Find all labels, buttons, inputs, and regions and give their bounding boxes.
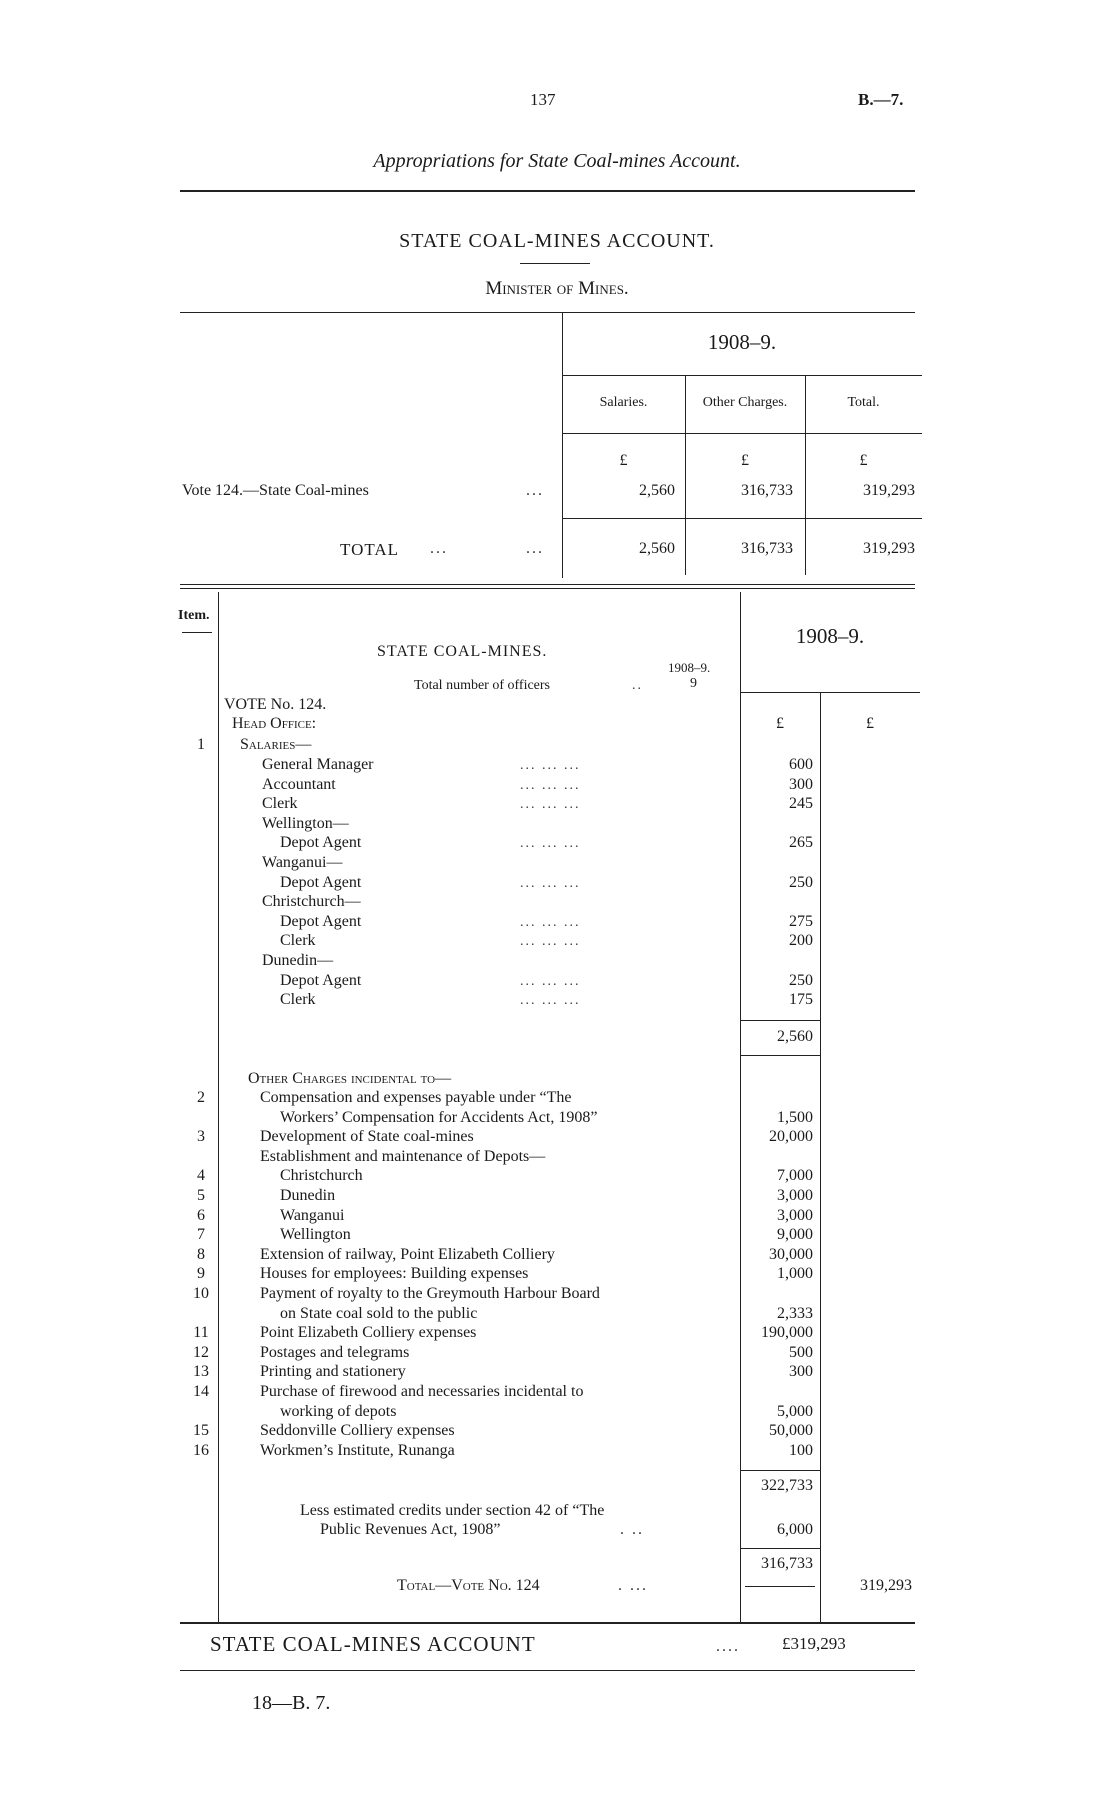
page-number: 137 <box>530 90 556 109</box>
total-column-rule <box>820 692 821 1622</box>
year-big: 1908–9. <box>795 624 865 648</box>
item-number: 4 <box>197 1167 205 1185</box>
officers-count: 9 <box>690 676 697 691</box>
total-other: 316,733 <box>741 540 793 557</box>
col-total: Total. <box>847 395 880 410</box>
salaries-subtotal: 2,560 <box>777 1028 813 1045</box>
other-net-rule <box>740 1548 820 1549</box>
item-number: 10 <box>193 1285 209 1302</box>
item-number: 11 <box>193 1324 209 1342</box>
item-header-rule <box>182 632 212 633</box>
salary-label: General Manager <box>262 756 374 773</box>
salary-amount: 300 <box>789 775 813 793</box>
leader-dots: ... ... ... <box>520 797 581 813</box>
charge-amount: 300 <box>789 1363 813 1381</box>
summary-bottom-rule-1 <box>180 584 915 585</box>
charge-amount: 3,000 <box>777 1187 813 1204</box>
vote-total-rule <box>745 1586 815 1587</box>
salary-label: Depot Agent <box>280 873 362 891</box>
header-rule <box>180 190 915 192</box>
officers-label: Total number of officers <box>414 678 550 693</box>
item-column-rule <box>218 592 219 1622</box>
vote-total-label: Total—Vote No. 124 <box>397 1577 540 1594</box>
salary-label: Wanganui— <box>262 854 343 871</box>
item-number: 12 <box>193 1343 209 1361</box>
charge-label: Wellington <box>280 1226 351 1244</box>
charge-amount: 500 <box>789 1343 813 1361</box>
salaries-subtotal-rule <box>740 1020 820 1021</box>
title-rule <box>520 263 590 264</box>
other-charges-label: Other Charges incidental to— <box>248 1070 452 1087</box>
salary-amount: 175 <box>789 991 813 1009</box>
salary-label: Clerk <box>280 932 316 950</box>
footer-account-total: £319,293 <box>782 1634 846 1653</box>
charge-amount: 20,000 <box>769 1128 813 1146</box>
salary-label: Depot Agent <box>280 971 362 989</box>
salaries-label: Salaries— <box>240 736 312 753</box>
salary-label: Depot Agent <box>280 912 362 930</box>
charge-label: Christchurch <box>280 1167 363 1185</box>
salary-amount: 275 <box>789 912 813 930</box>
salary-amount: 200 <box>789 932 813 950</box>
charge-label: Printing and stationery <box>260 1363 406 1381</box>
charge-amount: 2,333 <box>777 1304 813 1322</box>
leader-dots: ... ... ... <box>520 875 581 891</box>
leader-dots: .... <box>716 1638 740 1655</box>
vote-total-amount: 319,293 <box>860 1577 912 1594</box>
footer-account-label: STATE COAL-MINES ACCOUNT <box>210 1632 536 1656</box>
item-number: 9 <box>197 1265 205 1283</box>
account-title: STATE COAL-MINES ACCOUNT. <box>399 230 715 252</box>
charge-label: Houses for employees: Building expenses <box>260 1265 529 1283</box>
leader-dots: ... ... ... <box>520 914 581 930</box>
item-number: 7 <box>197 1226 205 1244</box>
salaries-subtotal-bottom-rule <box>740 1055 820 1056</box>
footer-top-rule <box>180 1622 915 1624</box>
vote-salaries: 2,560 <box>639 482 675 499</box>
salary-amount: 245 <box>789 795 813 813</box>
leader-dots: ... ... ... <box>520 836 581 852</box>
currency-other: £ <box>741 452 749 469</box>
salary-amount: 250 <box>789 873 813 891</box>
salary-amount: 265 <box>789 834 813 852</box>
credits-label-1: Less estimated credits under section 42 of “The <box>300 1502 605 1519</box>
footer-bottom-rule <box>180 1670 915 1671</box>
charge-amount: 9,000 <box>777 1226 813 1244</box>
summary-total-rule <box>562 518 922 519</box>
salary-amount: 600 <box>789 756 813 773</box>
total-label: TOTAL <box>340 540 400 559</box>
charge-label: Extension of railway, Point Elizabeth Colliery <box>260 1245 555 1263</box>
charge-amount: 50,000 <box>769 1422 813 1440</box>
signature: 18—B. 7. <box>252 1692 331 1714</box>
total-salaries: 2,560 <box>639 540 675 557</box>
charge-amount: 190,000 <box>761 1324 813 1342</box>
vote-total: 319,293 <box>863 482 915 499</box>
col-other-charges: Other Charges. <box>702 395 788 410</box>
charge-label: working of depots <box>280 1402 397 1420</box>
detail-currency-total: £ <box>866 715 874 732</box>
summary-year: 1908–9. <box>707 330 777 354</box>
summary-year-rule <box>562 375 922 376</box>
item-number: 3 <box>197 1128 205 1146</box>
item-number: 14 <box>193 1383 209 1400</box>
salary-label: Clerk <box>262 795 298 813</box>
item-number: 2 <box>197 1089 205 1106</box>
charge-amount: 1,500 <box>777 1108 813 1126</box>
vote-other: 316,733 <box>741 482 793 499</box>
leader-dots: . .. <box>620 1521 644 1538</box>
currency-salaries: £ <box>619 452 628 469</box>
other-net: 316,733 <box>761 1555 813 1572</box>
head-office-label: Head Office: <box>232 715 317 732</box>
charge-label: Dunedin <box>280 1187 336 1204</box>
total-total: 319,293 <box>863 540 915 557</box>
charge-label: Development of State coal-mines <box>260 1128 474 1146</box>
item-number: 5 <box>197 1187 205 1204</box>
year-big-rule <box>740 692 920 693</box>
credits-label-2: Public Revenues Act, 1908” <box>320 1521 501 1538</box>
minister-label: Minister of Mines. <box>485 278 629 299</box>
leader-dots: ... ... ... <box>520 934 581 950</box>
credits-amount: 6,000 <box>777 1521 813 1538</box>
leader-dots: ... <box>526 482 544 499</box>
salary-label: Accountant <box>262 775 336 793</box>
item-number: 15 <box>193 1422 209 1440</box>
item-number: 13 <box>193 1363 209 1381</box>
page-subtitle: Appropriations for State Coal-mines Account. <box>373 150 741 172</box>
vote-number: VOTE No. 124. <box>224 696 327 713</box>
item-number: 1 <box>197 736 205 753</box>
year-small: 1908–9. <box>668 660 711 675</box>
other-subtotal-rule <box>740 1470 820 1471</box>
salary-amount: 250 <box>789 971 813 989</box>
charge-amount: 100 <box>789 1441 813 1459</box>
charge-amount: 7,000 <box>777 1167 813 1185</box>
leader-dots: ... ... ... <box>520 973 581 989</box>
charge-amount: 1,000 <box>777 1265 813 1283</box>
item-number: 6 <box>197 1206 205 1224</box>
summary-bottom-rule-2 <box>180 588 915 589</box>
leader-dots: .. <box>632 678 643 693</box>
salary-label: Wellington— <box>262 814 349 832</box>
charge-label: Establishment and maintenance of Depots— <box>260 1147 546 1165</box>
charge-label: Seddonville Colliery expenses <box>260 1422 455 1440</box>
salary-label: Dunedin— <box>262 952 334 969</box>
leader-dots: ... ... ... <box>520 758 581 773</box>
charge-label: Workers’ Compensation for Accidents Act, 1908” <box>280 1108 598 1126</box>
summary-header-rule <box>562 433 922 434</box>
vote-label: Vote 124.—State Coal-mines <box>182 482 369 499</box>
leader-dots: ... ... ... <box>520 777 581 793</box>
item-number: 8 <box>197 1245 205 1263</box>
charge-label: on State coal sold to the public <box>280 1304 478 1322</box>
leader-dots: ... <box>430 540 448 557</box>
leader-dots: ... ... ... <box>520 993 581 1009</box>
section-title: STATE COAL-MINES. <box>377 643 548 660</box>
charge-amount: 3,000 <box>777 1206 813 1224</box>
charge-label: Postages and telegrams <box>260 1343 410 1361</box>
col-salaries: Salaries. <box>599 395 648 410</box>
salary-label: Christchurch— <box>262 893 361 911</box>
detail-currency-items: £ <box>776 715 784 732</box>
charge-label: Compensation and expenses payable under “The <box>260 1089 572 1106</box>
charge-amount: 5,000 <box>777 1402 813 1420</box>
item-number: 16 <box>193 1441 209 1459</box>
salary-label: Depot Agent <box>280 834 362 852</box>
salary-label: Clerk <box>280 991 316 1009</box>
leader-dots: ... <box>526 540 544 557</box>
leader-dots: . ... <box>618 1577 648 1594</box>
currency-total: £ <box>859 452 868 469</box>
charge-label: Workmen’s Institute, Runanga <box>260 1441 455 1459</box>
other-subtotal: 322,733 <box>761 1477 813 1494</box>
amount-column-rule <box>740 592 741 1622</box>
charge-label: Wanganui <box>280 1206 345 1224</box>
charge-amount: 30,000 <box>769 1245 813 1263</box>
item-header: Item. <box>178 608 210 623</box>
charge-label: Payment of royalty to the Greymouth Harbour Board <box>260 1285 600 1302</box>
charge-label: Purchase of firewood and necessaries incidental to <box>260 1383 584 1400</box>
document-ref: B.—7. <box>858 90 904 109</box>
charge-label: Point Elizabeth Colliery expenses <box>260 1324 477 1342</box>
summary-top-rule <box>180 312 915 313</box>
